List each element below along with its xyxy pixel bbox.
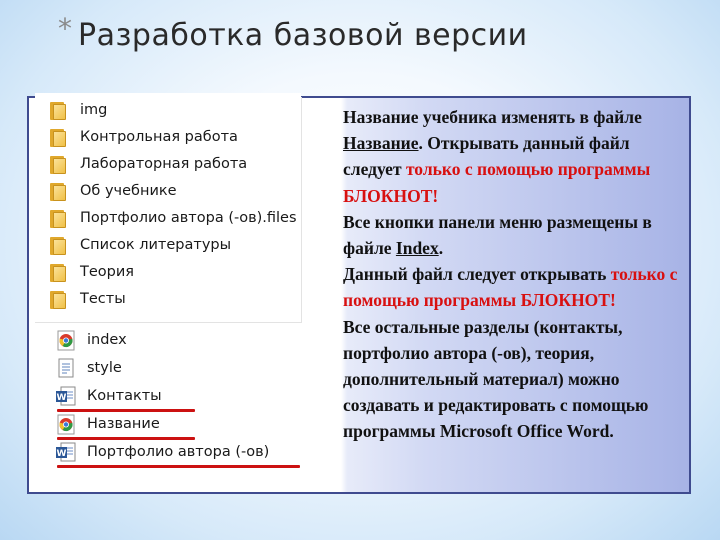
- file-item-index[interactable]: [55, 327, 127, 353]
- folder-item-img[interactable]: [50, 97, 107, 123]
- title-bullet-star: *: [58, 12, 73, 45]
- folder-item-teoriya[interactable]: [50, 259, 134, 285]
- chrome-html-icon: [55, 413, 77, 435]
- folder-item-testy[interactable]: [50, 286, 126, 312]
- folder-icon: [50, 127, 66, 147]
- folder-label: Контрольная работа: [80, 129, 238, 145]
- file-item-portfolio-doc[interactable]: [55, 439, 269, 465]
- word-document-icon: [55, 441, 77, 463]
- file-item-kontakty[interactable]: [55, 383, 162, 409]
- paragraph-menu-buttons: Все кнопки панели меню размещены в файле Index.: [343, 211, 652, 259]
- file-label: Контакты: [87, 388, 162, 404]
- paragraph-open-index: Данный файл следует открывать только с помощью программы БЛОКНОТ!: [343, 264, 678, 311]
- folder-item-spisok-literatury[interactable]: [50, 232, 231, 258]
- file-explorer: [35, 93, 301, 490]
- folder-label: Портфолио автора (-ов).files: [80, 210, 297, 226]
- folder-label: Теория: [80, 264, 134, 280]
- file-item-nazvanie[interactable]: [55, 411, 160, 437]
- folder-label: Об учебнике: [80, 183, 177, 199]
- folder-label: Тесты: [80, 291, 126, 307]
- index-file-reference: Index: [395, 238, 439, 259]
- red-underline-portfolio: [57, 465, 300, 468]
- folder-item-kontrolnaya[interactable]: [50, 124, 238, 150]
- text-file-icon: [55, 357, 77, 379]
- paragraph-title-file: Название учебника изменять в файле Название. Открывать данный файл следует только с помощью программы БЛОКНОТ!: [343, 107, 651, 206]
- nazvanie-file-reference: Название: [343, 133, 419, 154]
- folder-icon: [50, 208, 66, 228]
- folder-label: Лабораторная работа: [80, 156, 248, 172]
- folder-item-portfolio-files[interactable]: [50, 205, 297, 231]
- folder-icon: [50, 235, 66, 255]
- slide-title: [58, 12, 528, 53]
- svg-text:W: W: [56, 449, 67, 459]
- file-label: index: [87, 332, 127, 348]
- slide-title-text: Разработка базовой версии: [78, 18, 528, 53]
- folder-icon: [50, 289, 66, 309]
- folder-item-laboratornaya[interactable]: [50, 151, 247, 177]
- folder-label: Список литературы: [80, 237, 232, 253]
- notepad-warning-2: только с помощью программы БЛОКНОТ!: [343, 264, 678, 311]
- instructions-text: [343, 104, 691, 445]
- file-label: style: [87, 360, 122, 376]
- folder-icon: [50, 100, 66, 120]
- file-item-style[interactable]: [55, 355, 122, 381]
- notepad-warning-1: только с помощью программы БЛОКНОТ!: [343, 159, 651, 206]
- folder-icon: [50, 181, 66, 201]
- folder-icon: [50, 262, 66, 282]
- svg-text:W: W: [56, 393, 67, 403]
- folder-list: [35, 97, 302, 323]
- paragraph-other-sections: Все остальные разделы (контакты, портфолио автора (-ов), теория, дополнительный материал) можно создавать и редактировать с помощью программы Microsoft Office Word.: [343, 316, 649, 442]
- file-list: [35, 325, 301, 485]
- file-label: Название: [87, 416, 160, 432]
- file-label: Портфолио автора (-ов): [87, 444, 270, 460]
- folder-label: img: [80, 102, 108, 118]
- word-document-icon: [55, 385, 77, 407]
- folder-item-ob-uchebnike[interactable]: [50, 178, 177, 204]
- folder-icon: [50, 154, 66, 174]
- chrome-html-icon: [55, 329, 77, 351]
